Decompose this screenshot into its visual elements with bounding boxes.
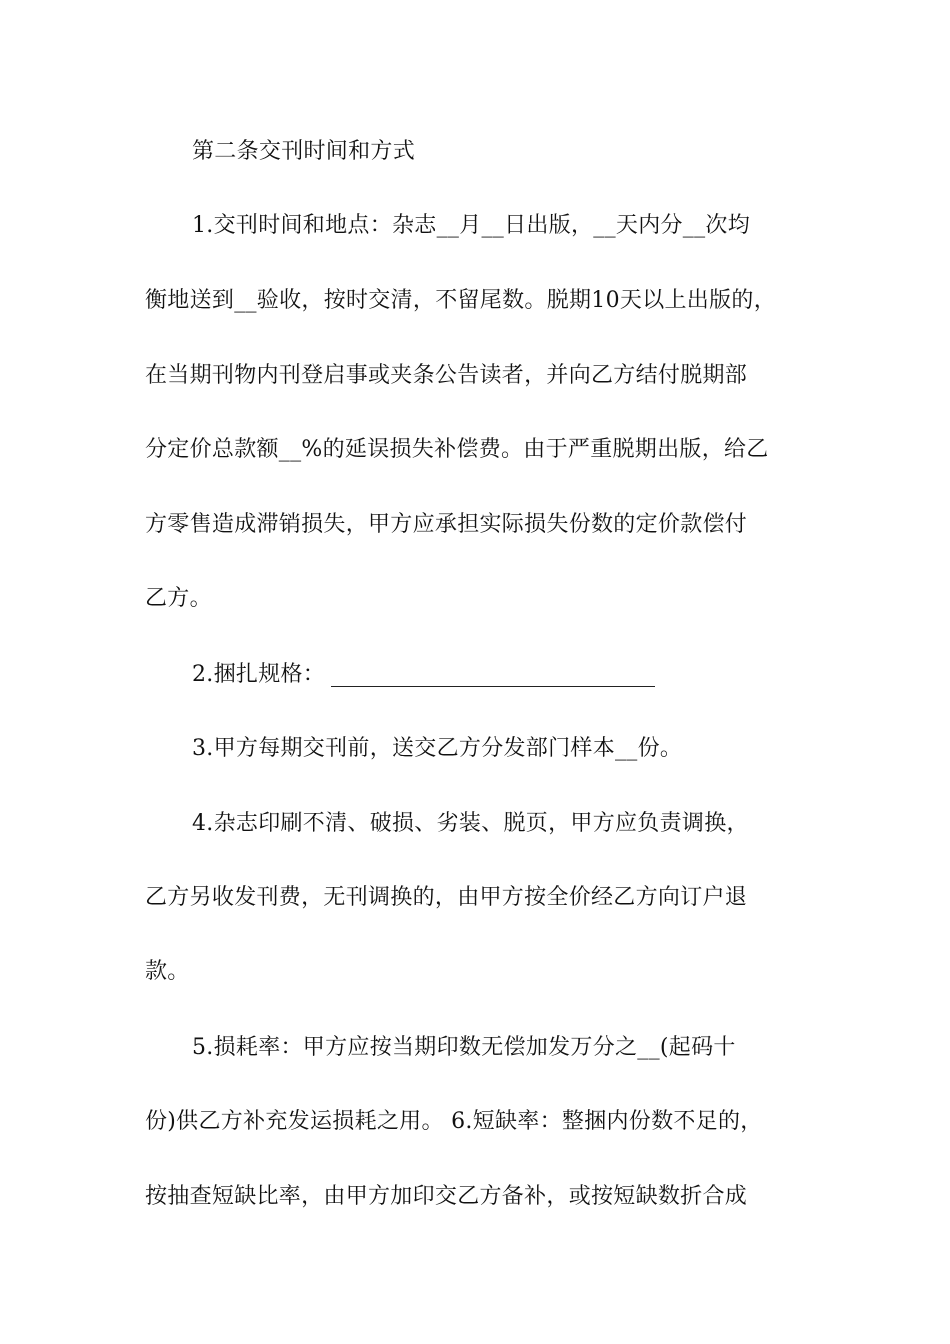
paragraph-line: 乙方。 <box>145 586 212 611</box>
paragraph-line: 1.交刊时间和地点：杂志__月__日出版，__天内分__次均 <box>192 213 750 238</box>
paragraph-line: 按抽查短缺比率，由甲方加印交乙方备补，或按短缺数折合成 <box>145 1184 748 1209</box>
paragraph-line: 衡地送到__验收，按时交清，不留尾数。脱期10天以上出版的， <box>145 288 776 313</box>
paragraph-line-with-blank <box>192 660 872 690</box>
paragraph-line: 份)供乙方补充发运损耗之用。 6.短缺率：整捆内份数不足的， <box>145 1109 763 1134</box>
paragraph-line: 款。 <box>145 959 190 984</box>
fill-in-blank-line <box>331 664 655 687</box>
paragraph-line: 分定价总款额__%的延误损失补偿费。由于严重脱期出版，给乙 <box>145 437 769 462</box>
paragraph-line: 乙方另收发刊费，无刊调换的，由甲方按全价经乙方向订户退 <box>145 885 748 910</box>
paragraph-line: 在当期刊物内刊登启事或夹条公告读者，并向乙方结付脱期部 <box>145 363 748 388</box>
section-heading: 第二条交刊时间和方式 <box>192 139 416 164</box>
bundling-label: 2.捆扎规格： <box>192 662 326 687</box>
paragraph-line: 方零售造成滞销损失，甲方应承担实际损失份数的定价款偿付 <box>145 512 748 537</box>
paragraph-line: 4.杂志印刷不清、破损、劣装、脱页，甲方应负责调换， <box>192 811 749 836</box>
paragraph-line: 5.损耗率：甲方应按当期印数无偿加发万分之__(起码十 <box>192 1035 736 1060</box>
paragraph-line: 3.甲方每期交刊前，送交乙方分发部门样本__份。 <box>192 736 683 761</box>
